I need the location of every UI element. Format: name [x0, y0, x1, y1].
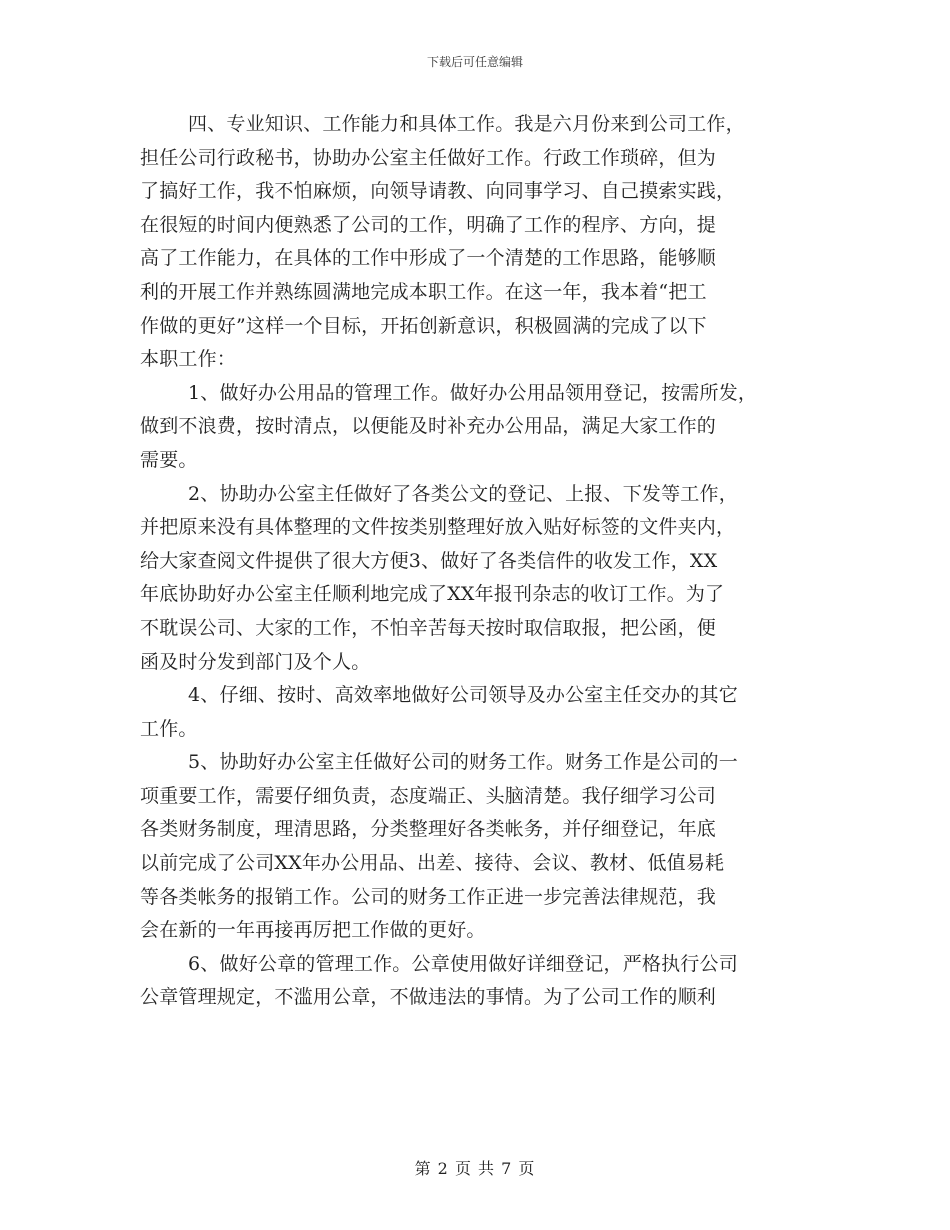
text-line: 公章管理规定，不滥用公章，不做违法的事情。为了公司工作的顺利	[140, 986, 717, 1009]
document-body	[140, 108, 820, 1015]
text-line: 给大家查阅文件提供了很大方便3、做好了各类信件的收发工作，XX	[140, 549, 718, 572]
text-line: 本职工作：	[140, 348, 237, 371]
text-line: 并把原来没有具体整理的文件按类别整理好放入贴好标签的文件夹内，	[140, 516, 736, 539]
text-line: 工作。	[140, 717, 198, 740]
text-line: 6、做好公章的管理工作。公章使用做好详细登记，严格执行公司	[188, 952, 738, 975]
text-line: 高了工作能力，在具体的工作中形成了一个清楚的工作思路，能够顺	[140, 247, 717, 270]
text-line: 项重要工作，需要仔细负责，态度端正、头脑清楚。我仔细学习公司	[140, 784, 717, 807]
text-line: 函及时分发到部门及个人。	[140, 650, 371, 673]
text-line: 做到不浪费，按时清点，以便能及时补充办公用品，满足大家工作的	[140, 415, 717, 438]
text-line: 5、协助好办公室主任做好公司的财务工作。财务工作是公司的一	[188, 751, 738, 774]
text-line: 1、做好办公用品的管理工作。做好办公用品领用登记，按需所发，	[188, 381, 758, 404]
text-line: 作做的更好”这样一个目标，开拓创新意识，积极圆满的完成了以下	[140, 314, 707, 337]
text-line: 年底协助好办公室主任顺利地完成了XX年报刊杂志的收订工作。为了	[140, 583, 725, 606]
text-line: 不耽误公司、大家的工作，不怕辛苦每天按时取信取报，把公函，便	[140, 616, 717, 639]
text-line: 各类财务制度，理清思路，分类整理好各类帐务，并仔细登记，年底	[140, 818, 717, 841]
text-line: 担任公司行政秘书，协助办公室主任做好工作。行政工作琐碎，但为	[140, 146, 717, 169]
page-footer: 第 2 页 共 7 页	[414, 1159, 536, 1178]
text-line: 4、仔细、按时、高效率地做好公司领导及办公室主任交办的其它	[188, 684, 738, 707]
text-line: 2、协助办公室主任做好了各类公文的登记、上报、下发等工作，	[188, 482, 738, 505]
text-line: 等各类帐务的报销工作。公司的财务工作正进一步完善法律规范，我	[140, 885, 717, 908]
text-line: 了搞好工作，我不怕麻烦，向领导请教、向同事学习、自己摸索实践，	[140, 180, 736, 203]
text-line: 需要。	[140, 448, 198, 471]
page-header: 下载后可任意编辑	[426, 55, 523, 69]
text-line: 以前完成了公司XX年办公用品、出差、接待、会议、教材、低值易耗	[140, 852, 725, 875]
text-line: 在很短的时间内便熟悉了公司的工作，明确了工作的程序、方向，提	[140, 213, 717, 236]
text-line: 利的开展工作并熟练圆满地完成本职工作。在这一年，我本着“把工	[140, 280, 707, 303]
text-line: 会在新的一年再接再厉把工作做的更好。	[140, 919, 486, 942]
text-line: 四、专业知识、工作能力和具体工作。我是六月份来到公司工作，	[188, 113, 745, 135]
